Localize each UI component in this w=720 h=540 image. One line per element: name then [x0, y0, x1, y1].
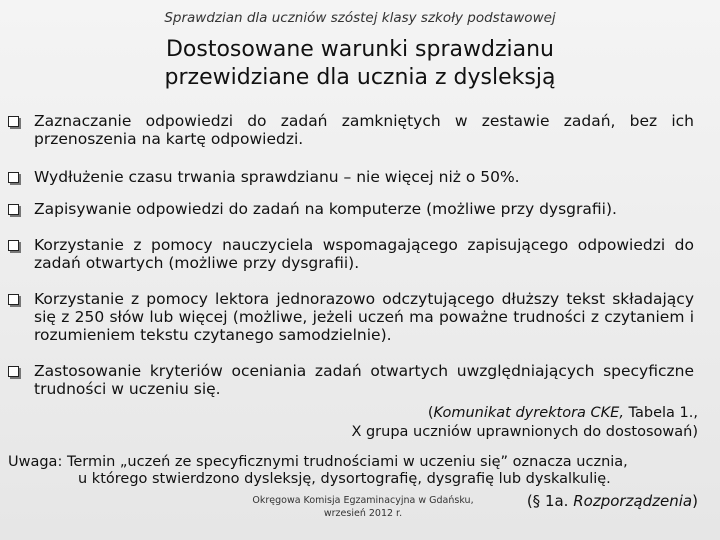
list-item — [8, 168, 694, 186]
reference-suffix: ) — [692, 492, 698, 510]
title-line-1: Dostosowane warunki sprawdzianu — [165, 37, 554, 62]
note-line-1: Uwaga: Termin „uczeń ze specyficznymi trudnościami w uczeniu się” oznacza ucznia, — [8, 454, 628, 470]
reference-prefix: (§ 1a. — [526, 492, 574, 510]
source-document: Komunikat dyrektora CKE, — [433, 405, 624, 421]
footer — [228, 494, 498, 520]
list-item — [8, 112, 694, 148]
source-group: X grupa uczniów uprawnionych do dostosowań) — [351, 424, 698, 440]
list-item — [8, 236, 694, 272]
note-line-2: u którego stwierdzono dysleksję, dysortografię, dysgrafię lub dyskalkulię. — [78, 471, 611, 487]
checkbox-bullet-icon — [8, 204, 19, 215]
header-note: Sprawdzian dla uczniów szóstej klasy szkoły podstawowej — [164, 10, 556, 26]
list-item-text: Zapisywanie odpowiedzi do zadań na komputerze (możliwe przy dysgrafii). — [34, 200, 617, 218]
list-item — [8, 362, 694, 398]
list-item-text: Wydłużenie czasu trwania sprawdzianu – nie więcej niż o 50%. — [34, 168, 520, 186]
source-open: ( — [427, 405, 434, 421]
title-line-2: przewidziane dla ucznia z dysleksją — [164, 65, 556, 90]
checkbox-bullet-icon — [8, 116, 19, 127]
source-table: Tabela 1., — [623, 405, 698, 421]
list-item-text: Zaznaczanie odpowiedzi do zadań zamkniętych w zestawie zadań, bez ich przenoszenia na kartę odpowiedzi. — [34, 112, 694, 148]
reference — [527, 492, 698, 510]
checkbox-bullet-icon — [8, 366, 19, 377]
checkbox-bullet-icon — [8, 240, 19, 251]
reference-document: Rozporządzenia — [573, 492, 693, 510]
source-citation — [351, 404, 698, 441]
list-item-text: Korzystanie z pomocy nauczyciela wspomagającego zapisującego odpowiedzi do zadań otwartych (możliwe przy dysgrafii). — [34, 236, 694, 272]
list-item-text: Zastosowanie kryteriów oceniania zadań otwartych uwzględniających specyficzne trudności w uczeniu się. — [34, 362, 694, 398]
footer-date: wrzesień 2012 r. — [323, 508, 403, 519]
list-item-text: Korzystanie z pomocy lektora jednorazowo odczytującego dłuższy tekst składający się z 250 słów lub więcej (możliwe, jeżeli uczeń ma poważne trudności z czytaniem i rozumieniem tekstu czytanego samodzielnie). — [34, 290, 694, 344]
checkbox-bullet-icon — [8, 172, 19, 183]
note — [8, 454, 708, 488]
page-title — [0, 36, 720, 92]
list-item — [8, 290, 694, 344]
footer-institution: Okręgowa Komisja Egzaminacyjna w Gdańsku, — [252, 495, 474, 506]
checkbox-bullet-icon — [8, 294, 19, 305]
list-item — [8, 200, 694, 218]
